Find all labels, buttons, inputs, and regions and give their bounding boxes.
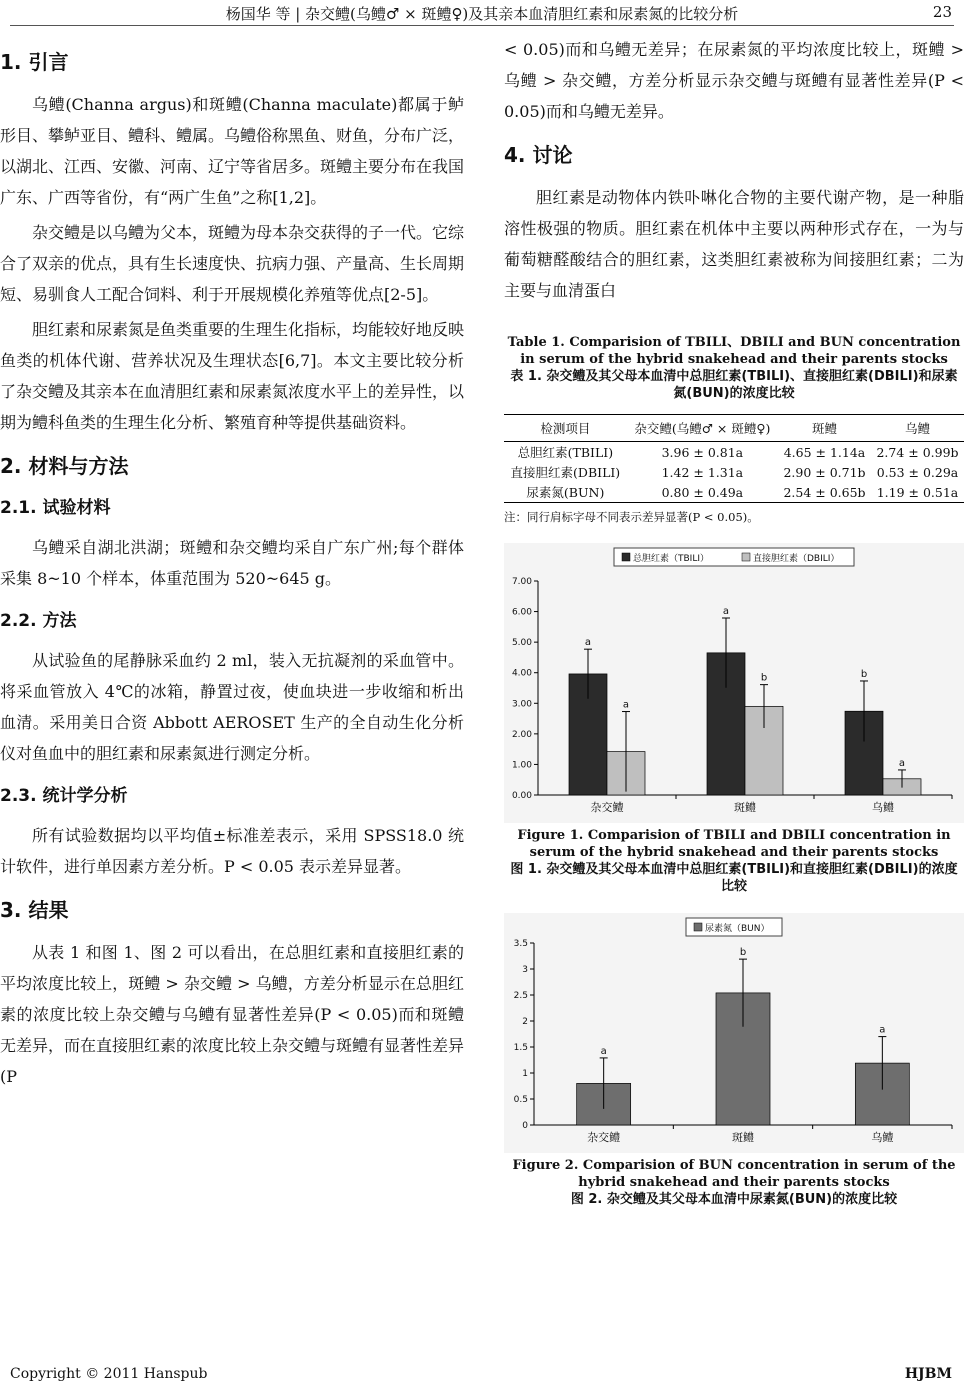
table-header: 杂交鳢(乌鳢♂ × 斑鳢♀): [627, 415, 778, 442]
table-cell: 1.19 ± 0.51a: [871, 482, 964, 503]
legend-label: 尿素氮（BUN）: [705, 924, 770, 934]
significance-letter: b: [760, 672, 768, 684]
y-tick-label: 1.5: [513, 1043, 528, 1053]
subsection-heading: 2.3. 统计学分析: [0, 786, 128, 806]
table-row: [504, 462, 964, 482]
legend-swatch: [694, 923, 702, 931]
bun-bar-chart: [504, 913, 964, 1153]
journal-abbrev: HJBM: [904, 1366, 952, 1382]
table-header: 乌鳢: [871, 415, 964, 442]
tbili-dbili-bar-chart: [504, 543, 964, 823]
figure1-caption-en: Figure 1. Comparision of TBILI and DBILI concentration in serum of the hybrid snakehead and their parents stocks: [517, 828, 951, 860]
subsection-heading: 2.2. 方法: [0, 611, 77, 631]
y-tick-label: 3: [522, 965, 528, 975]
figure1-caption-zh: 图 1. 杂交鳢及其父母本血清中总胆红素(TBILI)和直接胆红素(DBILI)的浓度比较: [510, 862, 958, 894]
section-heading-methods: 2. 材料与方法: [0, 454, 129, 478]
figure-1: [504, 543, 964, 895]
y-tick-label: 1.00: [511, 760, 532, 771]
significance-letter: a: [879, 1024, 886, 1036]
paragraph: 所有试验数据均以平均值±标准差表示，采用 SPSS18.0 统计软件，进行单因素方差分析。P < 0.05 表示差异显著。: [0, 826, 464, 876]
legend-label: 直接胆红素（DBILI）: [753, 554, 840, 564]
legend-swatch: [742, 553, 750, 561]
table-cell: 直接胆红素(DBILI): [510, 465, 621, 480]
x-tick-label: 斑鳢: [732, 1131, 754, 1144]
header-rule: [10, 25, 954, 26]
y-tick-label: 3.5: [513, 939, 528, 949]
figure2-caption-zh: 图 2. 杂交鳢及其父母本血清中尿素氮(BUN)的浓度比较: [570, 1192, 898, 1207]
table-cell: 2.54 ± 0.65b: [778, 482, 871, 503]
section-heading-discussion: 4. 讨论: [504, 143, 573, 167]
x-tick-label: 乌鳢: [872, 801, 894, 814]
significance-letter: b: [860, 668, 868, 680]
section-heading-intro: 1. 引言: [0, 50, 69, 74]
section-heading-results: 3. 结果: [0, 898, 69, 922]
table-caption-zh: 表 1. 杂交鳢及其父母本血清中总胆红素(TBILI)、直接胆红素(DBILI)和尿素氮(BUN)的浓度比较: [510, 369, 958, 401]
table-cell: 1.42 ± 1.31a: [661, 464, 744, 480]
y-tick-label: 2: [522, 1017, 528, 1027]
table-cell: 4.65 ± 1.14a: [783, 444, 866, 460]
table-note: 注：同行肩标字母不同表示差异显著(P < 0.05)。: [504, 510, 759, 524]
paragraph: 胆红素是动物体内铁卟啉化合物的主要代谢产物，是一种脂溶性极强的物质。胆红素在机体中主要以两种形式存在，一为与葡萄糖醛酸结合的胆红素，这类胆红素被称为间接胆红素；二为主要与血清蛋白: [504, 188, 964, 300]
table-cell: 2.74 ± 0.99b: [876, 444, 959, 460]
significance-letter: a: [584, 637, 592, 649]
page-header: [0, 0, 964, 26]
y-tick-label: 3.00: [511, 699, 532, 710]
paragraph: 从试验鱼的尾静脉采血约 2 ml，装入无抗凝剂的采血管中。将采血管放入 4℃的冰箱，静置过夜，使血块进一步收缩和析出血清。采用美日合资 Abbott AEROSET 生产的全自动生化分析仪对鱼血中的胆红素和尿素氮进行测定分析。: [0, 651, 464, 763]
y-tick-label: 7.00: [511, 577, 532, 587]
significance-letter: a: [622, 699, 630, 711]
x-tick-label: 杂交鳢: [590, 801, 624, 814]
y-tick-label: 6.00: [511, 607, 532, 618]
table-row: [504, 482, 964, 503]
y-tick-label: 4.00: [511, 668, 532, 679]
table-cell: 尿素氮(BUN): [504, 482, 627, 503]
y-tick-label: 0.00: [511, 791, 532, 801]
x-tick-label: 乌鳢: [871, 1131, 894, 1144]
y-tick-label: 1: [522, 1069, 528, 1079]
page-number: 23: [932, 3, 952, 21]
table-cell: 2.90 ± 0.71b: [783, 464, 866, 480]
significance-letter: a: [600, 1045, 607, 1057]
legend-label: 总胆红素（TBILI）: [633, 554, 709, 564]
subsection-heading: 2.1. 试验材料: [0, 498, 111, 518]
table-caption-en: Table 1. Comparision of TBILI、DBILI and BUN concentration in serum of the hybrid snakehead and their parents stocks: [507, 335, 961, 367]
right-column: [504, 34, 964, 1208]
table-header: 检测项目: [504, 415, 627, 442]
table-cell: 0.53 ± 0.29a: [876, 464, 959, 480]
paragraph: < 0.05)而和乌鳢无差异；在尿素氮的平均浓度比较上，斑鳢 > 乌鳢 > 杂交鳢，方差分析显示杂交鳢与斑鳢有显著性差异(P < 0.05)而和乌鳢无差异。: [504, 40, 964, 121]
table-row: [504, 442, 964, 463]
table-cell: 0.80 ± 0.49a: [627, 482, 778, 503]
y-tick-label: 5.00: [511, 638, 532, 649]
figure-2: [504, 913, 964, 1208]
table-cell: 3.96 ± 0.81a: [661, 444, 744, 460]
table-header: 斑鳢: [778, 415, 871, 442]
left-column: [0, 34, 464, 1096]
results-table: [504, 414, 964, 503]
significance-letter: b: [739, 947, 747, 959]
x-tick-label: 杂交鳢: [587, 1131, 621, 1144]
legend-swatch: [622, 553, 630, 561]
paragraph: 乌鳢(Channa argus)和斑鳢(Channa maculate)都属于鲈形目、攀鲈亚目、鳢科、鳢属。乌鳢俗称黑鱼、财鱼，分布广泛，以湖北、江西、安徽、河南、辽宁等省居多。斑鳢主要分布在我国广东、广西等省份，有“两广生鱼”之称[1,2]。: [0, 95, 465, 207]
significance-letter: a: [898, 757, 906, 769]
running-title: 杨国华 等 | 杂交鳢(乌鳢♂ × 斑鳢♀)及其亲本血清胆红素和尿素氮的比较分析: [225, 5, 739, 23]
y-tick-label: 2.00: [511, 729, 532, 740]
paragraph: 胆红素和尿素氮是鱼类重要的生理生化指标，均能较好地反映鱼类的机体代谢、营养状况及生理状态[6,7]。本文主要比较分析了杂交鳢及其亲本在血清胆红素和尿素氮浓度水平上的差异性，以期为鳢科鱼类的生理生化分析、繁殖育种等提供基础资料。: [0, 320, 465, 432]
y-tick-label: 2.5: [513, 991, 528, 1001]
y-tick-label: 0: [522, 1121, 528, 1131]
table-cell: 总胆红素(TBILI): [517, 445, 614, 460]
paragraph: 乌鳢采自湖北洪湖；斑鳢和杂交鳢均采自广东广州;每个群体采集 8~10 个样本，体重范围为 520~645 g。: [0, 538, 464, 588]
figure2-caption-en: Figure 2. Comparision of BUN concentration in serum of the hybrid snakehead and their parents stocks: [512, 1158, 956, 1190]
paragraph: 从表 1 和图 1、图 2 可以看出，在总胆红素和直接胆红素的平均浓度比较上，斑鳢 > 杂交鳢 > 乌鳢，方差分析显示在总胆红素的浓度比较上杂交鳢与乌鳢有显著性差异(P < 0.05)而和斑鳢无差异，而在直接胆红素的浓度比较上杂交鳢与斑鳢有显著性差异(P: [0, 943, 465, 1086]
copyright: Copyright © 2011 Hanspub: [10, 1366, 208, 1382]
x-tick-label: 斑鳢: [734, 801, 756, 814]
y-tick-label: 0.5: [513, 1095, 528, 1105]
paragraph: 杂交鳢是以乌鳢为父本，斑鳢为母本杂交获得的子一代。它综合了双亲的优点，具有生长速度快、抗病力强、产量高、生长周期短、易驯食人工配合饲料、利于开展规模化养殖等优点[2-5]。: [0, 223, 465, 304]
significance-letter: a: [722, 605, 730, 617]
